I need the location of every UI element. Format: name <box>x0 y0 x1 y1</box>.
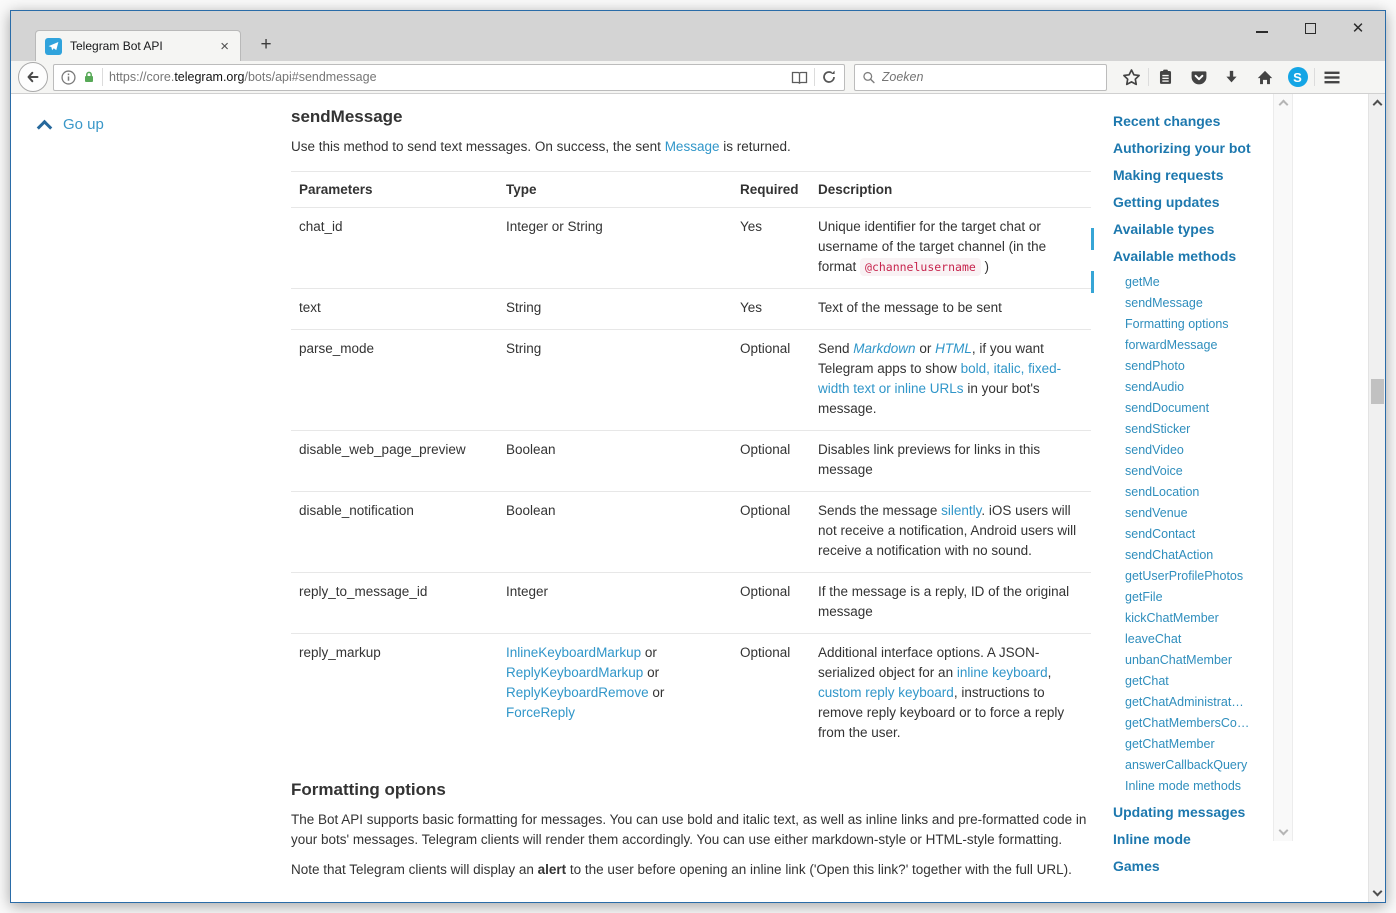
sidebar-item[interactable]: sendChatAction <box>1125 548 1214 562</box>
page-content <box>11 94 1385 902</box>
close-button[interactable] <box>1347 17 1369 39</box>
link[interactable]: inline keyboard <box>956 664 1048 680</box>
search-icon <box>862 70 876 85</box>
sidebar-item[interactable]: Games <box>1113 858 1160 874</box>
menu-button[interactable] <box>1315 62 1348 92</box>
description-cell: Additional interface options. A JSON-serialized object for an inline keyboard, custom reply keyboard, instructions to remove reply keyboard or to force a reply from the user. <box>818 644 1065 740</box>
sidebar-item[interactable]: kickChatMember <box>1125 611 1219 625</box>
link[interactable]: Message <box>664 139 720 154</box>
go-up-link[interactable] <box>39 116 104 133</box>
sidebar-item[interactable]: forwardMessage <box>1125 338 1218 352</box>
scroll-up-icon[interactable] <box>1373 100 1383 110</box>
type-cell: Integer or String <box>498 208 732 289</box>
back-arrow-icon <box>25 69 41 85</box>
scroll-up-icon[interactable] <box>1279 100 1289 110</box>
sidebar-item[interactable]: sendVenue <box>1125 506 1188 520</box>
table-row <box>291 572 1091 633</box>
changed-row-marker <box>1091 228 1094 250</box>
bold-text: alert <box>537 862 567 878</box>
sidebar-item[interactable]: sendSticker <box>1125 422 1191 436</box>
title-bar <box>11 11 1385 61</box>
url-divider <box>814 68 815 86</box>
table-row <box>291 208 1091 289</box>
tab-title: Telegram Bot API <box>70 39 163 53</box>
secure-lock-icon[interactable] <box>82 70 96 84</box>
search-input[interactable] <box>882 70 1099 84</box>
description-cell: Send Markdown or HTML, if you want Telegram apps to show bold, italic, fixed-width text or inline URLs in your bot's message. <box>810 330 1091 431</box>
sidebar-item[interactable]: sendLocation <box>1125 485 1200 499</box>
link[interactable]: silently <box>941 502 982 518</box>
method-title: sendMessage <box>291 107 403 126</box>
scroll-down-icon[interactable] <box>1279 826 1289 836</box>
browser-window <box>10 10 1386 903</box>
sidebar-item[interactable]: getFile <box>1125 590 1163 604</box>
sidebar-item[interactable]: Inline mode <box>1113 831 1191 847</box>
page-info-icon[interactable] <box>61 70 76 85</box>
type-cell: String <box>498 330 732 431</box>
sidebar-item[interactable]: sendVideo <box>1125 443 1184 457</box>
sidebar-item[interactable]: sendContact <box>1125 527 1196 541</box>
url-divider <box>102 68 103 86</box>
sidebar-scrollbar[interactable] <box>1273 94 1293 841</box>
sidebar-item[interactable]: getChat <box>1125 674 1169 688</box>
link[interactable]: ForceReply <box>506 704 576 720</box>
inline-code: @channelusername <box>860 258 981 276</box>
type-cell: InlineKeyboardMarkup or ReplyKeyboardMarkup or ReplyKeyboardRemove or ForceReply <box>506 644 665 720</box>
sidebar-item[interactable]: getMe <box>1125 275 1160 289</box>
scrollbar-thumb[interactable] <box>1371 379 1384 404</box>
required-cell: Yes <box>732 289 810 330</box>
required-cell: Optional <box>732 572 810 633</box>
pocket-button[interactable] <box>1182 62 1215 92</box>
type-cell: Boolean <box>498 491 732 572</box>
sidebar-item[interactable]: Inline mode methods <box>1125 779 1242 793</box>
param-cell: disable_notification <box>291 491 498 572</box>
parameters-table-body <box>291 208 1091 754</box>
tab-close-icon[interactable]: × <box>220 37 229 55</box>
col-parameters: Parameters <box>291 172 498 208</box>
search-box[interactable] <box>854 64 1107 91</box>
sidebar-item[interactable]: Available methods <box>1113 248 1237 264</box>
required-cell: Optional <box>732 491 810 572</box>
minimize-icon <box>1256 31 1268 33</box>
sidebar-item[interactable]: sendDocument <box>1125 401 1210 415</box>
link[interactable]: ReplyKeyboardMarkup <box>506 664 644 680</box>
link[interactable]: Markdown <box>853 341 916 357</box>
scroll-down-icon[interactable] <box>1373 887 1383 897</box>
link[interactable]: custom reply keyboard <box>818 684 954 700</box>
link[interactable]: ReplyKeyboardRemove <box>506 684 649 700</box>
required-cell: Optional <box>732 431 810 492</box>
new-tab-button[interactable]: + <box>260 34 272 55</box>
telegram-favicon-icon <box>45 38 62 55</box>
pocket-icon <box>1190 69 1208 86</box>
col-description: Description <box>810 172 1091 208</box>
close-icon: ✕ <box>1351 19 1365 37</box>
table-row <box>291 330 1091 431</box>
parameters-table <box>291 171 1091 753</box>
sidebar-item[interactable]: Available types <box>1113 221 1215 237</box>
sidebar-item[interactable]: Formatting options <box>1125 317 1229 331</box>
reload-icon[interactable] <box>821 69 837 85</box>
description-cell: Disables link previews for links in this message <box>810 431 1091 492</box>
back-button[interactable] <box>18 62 48 92</box>
sidebar-item[interactable]: getChatAdministrat… <box>1125 695 1244 709</box>
sidebar-item[interactable]: Updating messages <box>1113 804 1246 820</box>
window-controls <box>1251 17 1369 39</box>
sidebar-item[interactable]: unbanChatMember <box>1125 653 1233 667</box>
param-cell: parse_mode <box>291 330 498 431</box>
sidebar-item[interactable]: sendAudio <box>1125 380 1185 394</box>
url-text: https://core.telegram.org/bots/api#sendmessage <box>109 70 377 84</box>
col-required: Required <box>732 172 810 208</box>
formatting-title: Formatting options <box>291 779 446 799</box>
table-row <box>291 633 1091 753</box>
required-cell: Optional <box>740 644 791 660</box>
description-cell: Unique identifier for the target chat or username of the target channel (in the format @channelusername ) <box>810 208 1091 289</box>
url-input[interactable] <box>53 64 845 91</box>
clipboard-icon <box>1157 68 1174 86</box>
tab-telegram-bot-api[interactable] <box>35 30 241 61</box>
sidebar-item[interactable]: sendVoice <box>1125 464 1183 478</box>
formatting-paragraph-1: The Bot API supports basic formatting for messages. You can use bold and italic text, as well as inline links and pre-formatted code in your bots' messages. Telegram clients will render them accordingly. You can use either markdown-style or HTML-style formatting. <box>291 811 1087 847</box>
table-row <box>291 289 1091 330</box>
type-cell: Integer <box>498 572 732 633</box>
article <box>291 94 1091 880</box>
link[interactable]: bold, italic, fixed-width text or inline URLs <box>818 361 1062 397</box>
formatting-paragraph-2: Note that Telegram clients will display an alert to the user before opening an inline link ('Open this link?' together with the full URL). <box>291 862 1072 878</box>
toolbar-icons <box>1115 62 1348 92</box>
sidebar-item[interactable]: getChatMember <box>1125 737 1215 751</box>
bookmark-star-button[interactable] <box>1115 62 1148 92</box>
page-scrollbar[interactable] <box>1368 94 1385 902</box>
param-cell: disable_web_page_preview <box>291 431 498 492</box>
sidebar-nav <box>1113 102 1271 885</box>
maximize-button[interactable] <box>1299 17 1321 39</box>
downloads-button[interactable] <box>1215 62 1248 92</box>
reader-mode-icon[interactable] <box>791 70 808 85</box>
param-cell: chat_id <box>291 208 498 289</box>
sidebar-item[interactable]: getUserProfilePhotos <box>1125 569 1244 583</box>
type-cell: String <box>498 289 732 330</box>
sidebar-item[interactable]: Getting updates <box>1113 194 1220 210</box>
sidebar-item[interactable]: getChatMembersCo… <box>1125 716 1250 730</box>
param-cell: text <box>291 289 498 330</box>
go-up-label: Go up <box>63 116 104 133</box>
sidebar-item[interactable]: Authorizing your bot <box>1113 140 1251 156</box>
description-cell: If the message is a reply, ID of the original message <box>810 572 1091 633</box>
nav-toolbar <box>11 61 1385 94</box>
col-type: Type <box>498 172 732 208</box>
type-cell: Boolean <box>498 431 732 492</box>
sidebar-item[interactable]: leaveChat <box>1125 632 1182 646</box>
maximize-icon <box>1305 23 1316 34</box>
changed-row-marker <box>1091 271 1094 293</box>
star-icon <box>1122 68 1141 87</box>
sidebar-item[interactable]: Recent changes <box>1113 113 1221 129</box>
bookmarks-menu-button[interactable] <box>1149 62 1182 92</box>
home-icon <box>1256 69 1274 86</box>
required-cell: Yes <box>732 208 810 289</box>
required-cell: Optional <box>732 330 810 431</box>
skype-icon: S <box>1288 67 1308 87</box>
minimize-button[interactable] <box>1251 17 1273 39</box>
method-intro: Use this method to send text messages. On success, the sent Message is returned. <box>291 139 791 154</box>
chevron-up-icon <box>37 119 53 135</box>
skype-button[interactable] <box>1281 62 1314 92</box>
sidebar-item[interactable]: sendMessage <box>1125 296 1203 310</box>
link[interactable]: InlineKeyboardMarkup <box>506 644 642 660</box>
table-row <box>291 491 1091 572</box>
table-header-row <box>291 172 1091 208</box>
sidebar-item[interactable]: answerCallbackQuery <box>1125 758 1248 772</box>
link[interactable]: HTML <box>935 341 972 357</box>
hamburger-icon <box>1323 70 1341 85</box>
sidebar-item[interactable]: sendPhoto <box>1125 359 1185 373</box>
download-arrow-icon <box>1223 69 1240 86</box>
description-cell: Text of the message to be sent <box>810 289 1091 330</box>
description-cell: Sends the message silently. iOS users will not receive a notification, Android users will receive a notification with no sound. <box>810 491 1091 572</box>
param-cell: reply_to_message_id <box>291 572 498 633</box>
home-button[interactable] <box>1248 62 1281 92</box>
sidebar-item[interactable]: Making requests <box>1113 167 1224 183</box>
param-cell: reply_markup <box>299 644 381 660</box>
table-row <box>291 431 1091 492</box>
